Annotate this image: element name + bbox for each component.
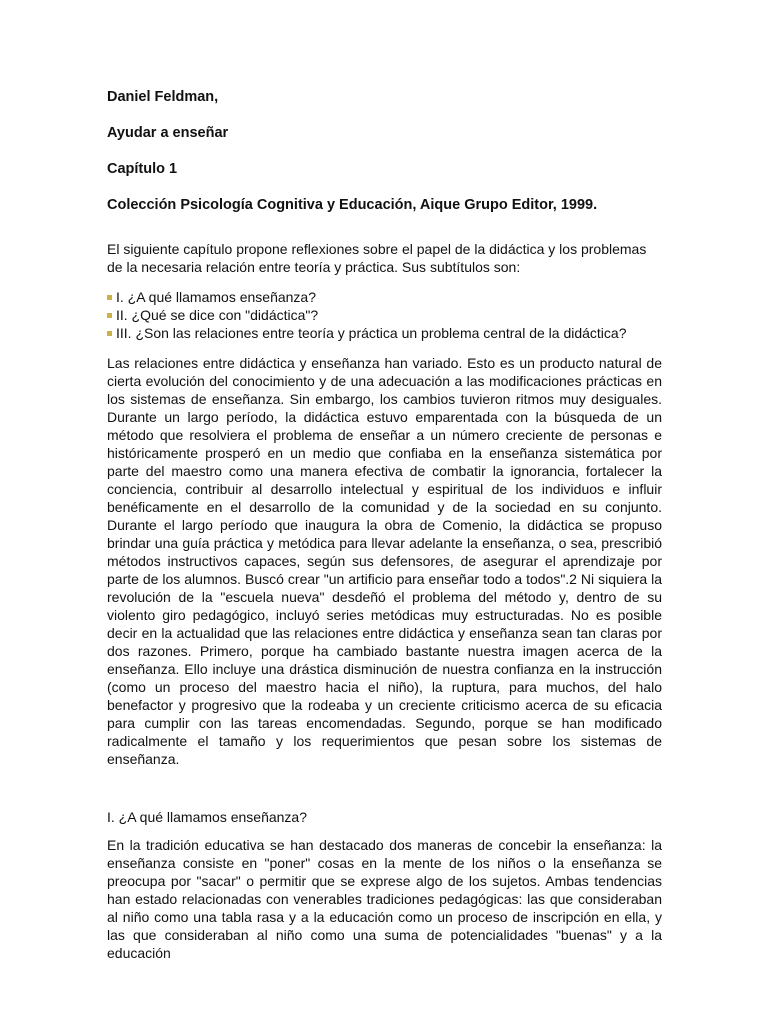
subtitle-text: I. ¿A qué llamamos enseñanza? (116, 289, 317, 305)
document-content (107, 88, 662, 962)
subtitle-list (107, 288, 662, 342)
list-item (107, 324, 662, 342)
list-item (107, 306, 662, 324)
bullet-icon (107, 331, 112, 336)
chapter-heading: Capítulo 1 (107, 161, 178, 177)
subtitle-text: II. ¿Qué se dice con "didáctica"? (116, 307, 319, 323)
section-title: I. ¿A qué llamamos enseñanza? (107, 809, 308, 825)
list-item (107, 288, 662, 306)
body-paragraph-1: Las relaciones entre didáctica y enseñanza han variado. Esto es un producto natural de cierta evolución del conocimiento y de una adecuación a las modificaciones prácticas en los sistemas de enseñanza. Sin embargo, los cambios tuvieron ritmos muy desiguales. Durante un largo período, la didáctica estuvo emparentada con la búsqueda de un método que resolviera el problema de enseñar a un número creciente de personas e históricamente prosperó en un medio que confiaba en la enseñanza sistemática por parte del maestro como una manera efectiva de combatir la ignorancia, fortalecer la conciencia, contribuir al desarrollo intelectual y espiritual de los individuos e influir benéficamente en el desarrollo de la comunidad y de la sociedad en su conjunto. Durante el largo período que inaugura la obra de Comenio, la didáctica se propuso brindar una guía práctica y metódica para llevar adelante la enseñanza, o sea, prescribió métodos instructivos capaces, según sus defensores, de asegurar el aprendizaje por parte de los alumnos. Buscó crear "un artificio para enseñar todo a todos".2 Ni siquiera la revolución de la "escuela nueva" desdeñó el problema del método y, dentro de su violento giro pedagógico, incluyó series metódicas muy estructuradas. No es posible decir en la actualidad que las relaciones entre didáctica y enseñanza sean tan claras por dos razones. Primero, porque ha cambiado bastante nuestra imagen acerca de la enseñanza. Ello incluye una drástica disminución de nuestra confianza en la instrucción (como un proceso del maestro hacia el niño), la ruptura, para muchos, del halo benefactor y progresivo que la rodeaba y un creciente criticismo acerca de su eficacia para cumplir con las tareas encomendadas. Segundo, porque se han modificado radicalmente el tamaño y los requerimientos que pesan sobre los sistemas de enseñanza. (107, 355, 662, 767)
bullet-icon (107, 295, 112, 300)
book-title-heading: Ayudar a enseñar (107, 125, 229, 141)
subtitle-text: III. ¿Son las relaciones entre teoría y práctica un problema central de la didáctica? (116, 325, 627, 341)
body-paragraph-2: En la tradición educativa se han destacado dos maneras de concebir la enseñanza: la enseñanza consiste en "poner" cosas en la mente de los niños o la enseñanza se preocupa por "sacar" o permitir que se exprese algo de los sujetos. Ambas tendencias han estado relacionadas con venerables tradiciones pedagógicas: las que consideraban al niño como una tabla rasa y a la educación como un proceso de inscripción en ella, y las que consideraban al niño como una suma de potencialidades "buenas" y a la educación (107, 837, 662, 961)
bullet-icon (107, 313, 112, 318)
author-heading: Daniel Feldman, (107, 89, 219, 105)
collection-heading: Colección Psicología Cognitiva y Educación, Aique Grupo Editor, 1999. (107, 197, 598, 213)
intro-paragraph: El siguiente capítulo propone reflexiones sobre el papel de la didáctica y los problemas de la necesaria relación entre teoría y práctica. Sus subtítulos son: (107, 241, 647, 275)
